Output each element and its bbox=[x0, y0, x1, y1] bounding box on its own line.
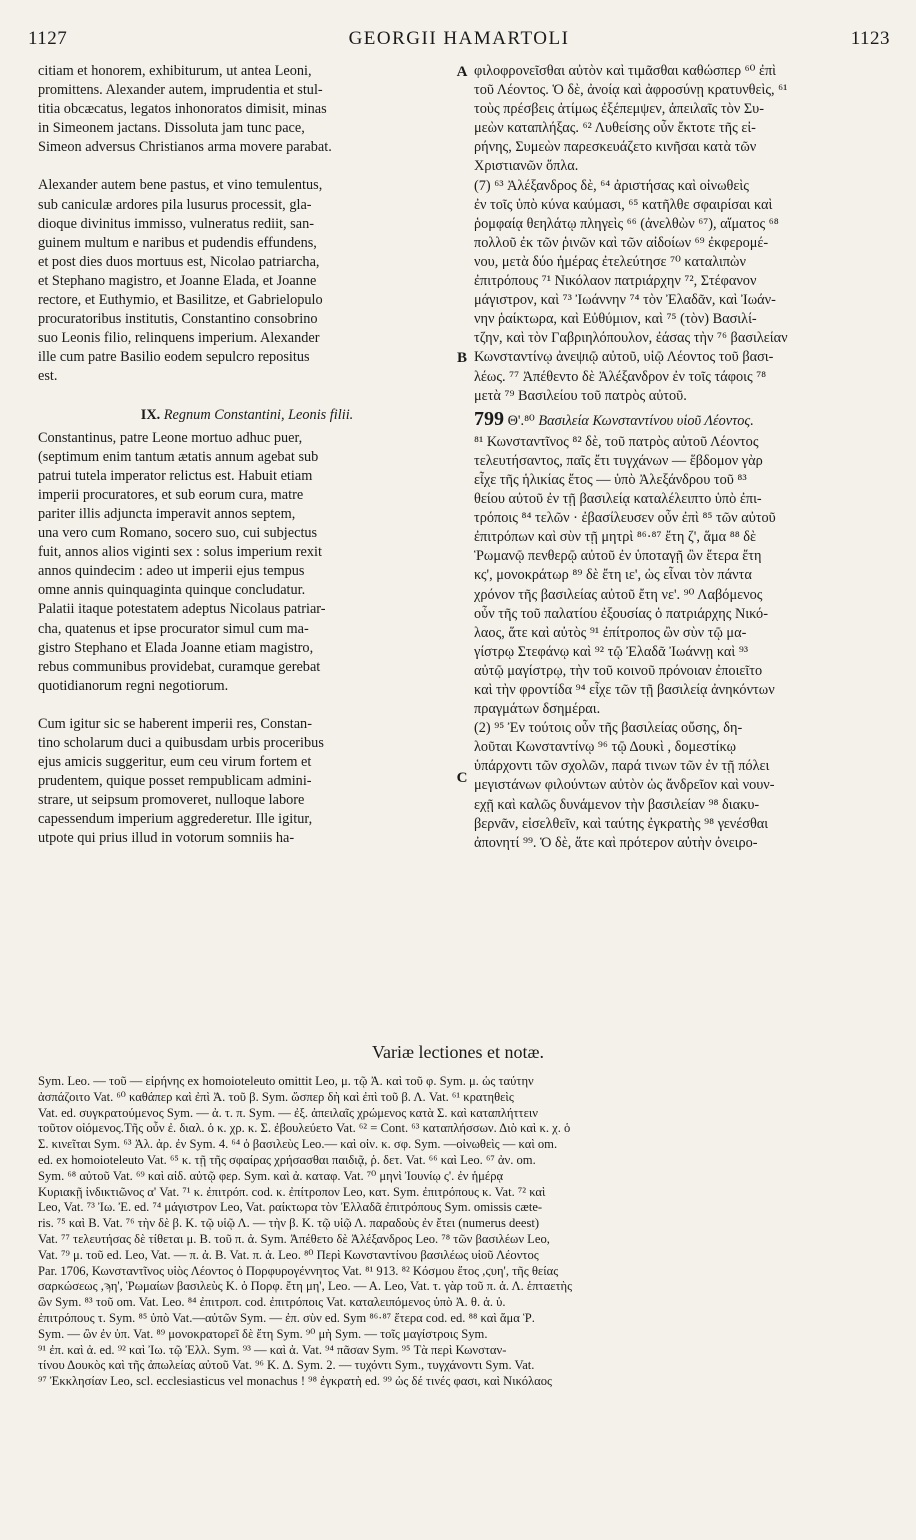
text-line: κς', μονοκράτωρ ⁸⁹ δὲ ἔτη ιε', ὡς εἶναι τὸν πάντα bbox=[474, 567, 752, 584]
text-line: ἐπιτρόπων καὶ σὺν τῇ μητρὶ ⁸⁶·⁸⁷ ἔτη ζ', ἅμα ⁸⁸ δὲ bbox=[474, 529, 757, 546]
note-line: Vat. ed. συγκρατούμενος Sym. — ἀ. τ. π. Sym. — ἐξ. ἀπειλαῖς χρώμενος κατὰ Σ. καὶ καταπλήττειν bbox=[38, 1105, 538, 1120]
text-line: utpote qui prius illud in votorum somniis ha- bbox=[38, 830, 295, 847]
greek-section-number: Θ'. bbox=[507, 412, 525, 429]
text-line: sub caniculæ ardores pila lusurus processit, gla- bbox=[38, 196, 312, 213]
greek-section-title: Βασιλεία Κωνσταντίνου υἱοῦ Λέοντος. bbox=[538, 412, 754, 429]
text-line: τοὺς πρέσβεις ἀτίμως ἐξέπεμψεν, ἀπειλαῖς τὸν Συ- bbox=[474, 101, 765, 118]
note-line: ⁹⁷ Ἐκκλησίαν Leo, scl. ecclesiasticus vel monachus ! ⁹⁸ ἐγκρατὴ ed. ⁹⁹ ὡς δέ τινές φασι, καὶ Νικόλαος bbox=[38, 1374, 553, 1389]
text-line: omne annis quinquaginta quinque concludatur. bbox=[38, 582, 306, 599]
text-line: χρόνον τῆς βασιλείας αὐτοῦ ἔτη νε'. ⁹⁰ Λαβόμενος bbox=[474, 586, 763, 603]
latin-paragraph-4 bbox=[38, 715, 456, 849]
text-line: (2) ⁹⁵ Ἐν τούτοις οὖν τῆς βασιλείας οὔσης, δη- bbox=[474, 720, 743, 737]
text-line: ἐν τοῖς ὑπὸ κύνα καύμασι, ⁶⁵ κατῆλθε σφαιρίσαι καὶ bbox=[474, 196, 773, 213]
text-line: λοῦται Κωνσταντίνῳ ⁹⁶ τῷ Δουκὶ , δομεστίκῳ bbox=[474, 739, 737, 756]
note-line: Σ. κινεῖται Sym. ⁶³ Ἀλ. ἀρ. ἐν Sym. 4. ⁶⁴ ὁ βασιλεὺς Leo.— καὶ οἰν. κ. σφ. Sym. —οἰνωθεὶς — καὶ om. bbox=[38, 1137, 558, 1152]
note-line: ris. ⁷⁵ καὶ B. Vat. ⁷⁶ τὴν δὲ β. K. τῷ υἱῷ Λ. — τὴν β. K. τῷ υἱῷ Λ. παραδοὺς ἐν ἔτει (numerus deest) bbox=[38, 1216, 540, 1231]
text-line: in Simeonem jactans. Dissoluta jam tunc pace, bbox=[38, 120, 305, 137]
running-title: GEORGII HAMARTOLI bbox=[348, 28, 570, 49]
text-line: τελευτήσαντος, παῖς ἔτι τυγχάνων — ἕβδομον γὰρ bbox=[474, 452, 763, 469]
text-line: ἐπιτρόπους ⁷¹ Νικόλαον πατριάρχην ⁷², Στέφανον bbox=[474, 273, 757, 290]
text-line: dioque divinitus immisso, vulneratus rediit, san- bbox=[38, 215, 314, 232]
text-line: λαος, ἅτε καὶ αὐτὸς ⁹¹ ἐπίτροπος ὢν σὺν τῷ μα- bbox=[474, 624, 747, 641]
note-line: τοῦτον οἰόμενος.Τῆς οὖν ἐ. διαλ. ὁ κ. χρ. κ. Σ. ἐβουλεύετο Vat. ⁶² = Cont. ⁶³ καταπλήσσων. Διὸ καὶ κ. χ. ὁ bbox=[38, 1121, 571, 1136]
text-line: pariter illis adjuncta imperavit annos septem, bbox=[38, 505, 296, 522]
text-line: λέως. ⁷⁷ Ἀπέθεντο δὲ Ἀλέξανδρον ἐν τοῖς τάφοις ⁷⁸ bbox=[474, 368, 767, 385]
text-line: gistro Stephano et Elada Joanne etiam magistro, bbox=[38, 639, 314, 656]
text-line: ρήνης, Συμεὼν παρεσκευάζετο κινῆσαι κατὰ τῶν bbox=[474, 139, 757, 156]
text-line: ille cum patre Basilio eodem sepulcro repositus bbox=[38, 349, 310, 366]
note-line: ⁹¹ ἐπ. καὶ ἀ. ed. ⁹² καὶ Ἰω. τῷ Ἐλλ. Sym. ⁹³ — καὶ ἀ. Vat. ⁹⁴ πᾶσαν Sym. ⁹⁵ Τὰ περὶ Κωνσταν- bbox=[38, 1342, 507, 1357]
text-line: νην ῥαίκτωρα, καὶ Εὐθύμιον, καὶ ⁷⁵ (τὸν) Βασιλί- bbox=[474, 311, 757, 328]
latin-paragraph-1 bbox=[38, 62, 456, 157]
text-line: cha, quatenus et ipse procurator simul cum ma- bbox=[38, 620, 309, 637]
text-line: guinem multum e naribus et pudendis effundens, bbox=[38, 234, 317, 251]
left-page-number: 1127 bbox=[28, 28, 68, 49]
text-line: prudentem, quique posset rempublicam admini- bbox=[38, 773, 312, 790]
text-line: θείου αὐτοῦ ἐν τῇ βασιλείᾳ καταλέλειπτο ὑπὸ ἐπι- bbox=[474, 491, 762, 508]
text-line: πολλοῦ ἐκ τῶν ῥινῶν καὶ τῶν αἰδοίων ⁶⁹ ἐκφερομέ- bbox=[474, 234, 769, 251]
text-line: ἀπονητί ⁹⁹. Ὁ δὲ, ἅτε καὶ πρότερον αὐτὴν ὀνειρο- bbox=[474, 834, 758, 851]
text-line: procuratoribus institutis, Constantino consobrino bbox=[38, 311, 318, 328]
text-line: γίστρῳ Στεφάνῳ καὶ ⁹² τῷ Ἐλαδᾶ Ἰωάννῃ καὶ ⁹³ bbox=[474, 643, 749, 660]
text-line: (7) ⁶³ Ἀλέξανδρος δὲ, ⁶⁴ ἀριστήσας καὶ οἰνωθεὶς bbox=[474, 177, 749, 194]
text-line: οὖν τῆς τοῦ παλατίου ἐξουσίας ὁ πατριάρχης Νικό- bbox=[474, 605, 768, 622]
latin-section-heading bbox=[38, 406, 456, 425]
text-line: εχῇ καὶ καλῶς δυνάμενον τὴν βασιλείαν ⁹⁸ διακυ- bbox=[474, 796, 760, 813]
text-line: rectore, et Euthymio, et Basilitze, et Gabrielopulo bbox=[38, 292, 323, 309]
notes-block bbox=[38, 1074, 896, 1390]
margin-marker-b: B bbox=[456, 350, 467, 366]
note-line: ἀσπάζοιτο Vat. ⁶⁰ καθάπερ καὶ ἐπὶ Ἀ. τοῦ β. Sym. ὥσπερ δὴ καὶ ἐπὶ τοῦ β. Λ. Vat. ⁶¹ κρατηθεὶς bbox=[38, 1089, 514, 1104]
text-line: est. bbox=[38, 368, 58, 385]
margin-marker-a: A bbox=[456, 64, 468, 80]
greek-paragraph-4 bbox=[474, 719, 892, 853]
greek-paragraph-3 bbox=[474, 433, 892, 719]
text-line: Ῥωμανῷ πενθερῷ αὐτοῦ ἐν ὑποταγῇ ὢν ἕτερα ἔτη bbox=[474, 548, 762, 565]
text-line: (septimum enim tantum ætatis annum agebat sub bbox=[38, 448, 319, 465]
note-line: τίνου Δουκὸς καὶ τῆς ἀπωλείας αὐτοῦ Vat. ⁹⁶ K. Δ. Sym. 2. — τυχόντι Sym., τυγχάνοντι Sym. Vat. bbox=[38, 1358, 535, 1373]
text-line: fuit, annos alios viginti sex : solus imperium rexit bbox=[38, 544, 322, 561]
text-line: Alexander autem bene pastus, et vino temulentus, bbox=[38, 177, 323, 194]
column-number: 799 bbox=[474, 407, 504, 430]
text-line: quotidianorum regni negotiorum. bbox=[38, 677, 229, 694]
text-line: τοῦ Λέοντος. Ὁ δὲ, ἀνοίᾳ καὶ ἀφροσύνῃ κρατυνθεὶς, ⁶¹ bbox=[474, 82, 788, 99]
text-line: et Stephano magistro, et Joanne Elada, et Joanne bbox=[38, 272, 317, 289]
text-line: Simeon adversus Christianos arma movere parabat. bbox=[38, 139, 332, 156]
text-line: εἶχε τῆς ἡλικίας ἔτος — ὑπὸ Ἀλεξάνδρου τοῦ ⁸³ bbox=[474, 471, 747, 488]
note-line: ed. ex homoioteleuto Vat. ⁶⁵ κ. τῇ τῆς σφαίρας χρήσασθαι παιδιᾷ, ῥ. δετ. Vat. ⁶⁶ καὶ Leo. ⁶⁷ ἀν. om. bbox=[38, 1152, 536, 1167]
note-line: Par. 1706, Κωνσταντῖνος υἱὸς Λέοντος ὁ Πορφυρογέννητος Vat. ⁸¹ 913. ⁸² Κόσμου ἔτος ,ϛυη', τῆς θείας bbox=[38, 1263, 559, 1278]
text-line: patrui tutela imperator relictus est. Habuit etiam bbox=[38, 467, 313, 484]
greek-paragraph-1 bbox=[474, 62, 892, 177]
text-line: strare, ut seipsum promoveret, nulloque labore bbox=[38, 792, 305, 809]
margin-marker-c: C bbox=[456, 770, 468, 786]
text-line: imperii procuratores, et sub eorum cura, matre bbox=[38, 486, 304, 503]
notes-title: Variæ lectiones et notæ. bbox=[372, 1042, 544, 1062]
text-line: ὑπάρχοντι τῶν σχολῶν, παρά τινων τῶν ἐν τῇ πόλει bbox=[474, 758, 770, 775]
text-line: μετὰ ⁷⁹ Βασιλείου τοῦ πατρὸς αὐτοῦ. bbox=[474, 387, 687, 404]
latin-paragraph-3 bbox=[38, 429, 456, 696]
text-line: τρόποις ⁸⁴ τελῶν · ἐβασίλευσεν οὖν ἐπὶ ⁸⁵ τῶν αὐτοῦ bbox=[474, 510, 776, 527]
text-line: rebus communibus providebat, curamque gerebat bbox=[38, 658, 321, 675]
text-line: ejus amicis suggeritur, eum ceu virum fortem et bbox=[38, 754, 312, 771]
text-line: annos quindecim : adeo ut imperii ejus tempus bbox=[38, 563, 305, 580]
text-line: μεὼν καταπλήξας. ⁶² Λυθείσης οὖν ἔκτοτε τῆς εἰ- bbox=[474, 120, 756, 137]
note-line: ὢν Sym. ⁸³ τοῦ om. Vat. Leo. ⁸⁴ ἐπιτροπ. cod. ἐπιτρόποις Vat. καταλειπόμενος ὑπὸ Ἀ. θ. ἀ. ὑ. bbox=[38, 1295, 506, 1310]
text-line: τζην, καὶ τὸν Γαβριηλόπουλον, ἐάσας τὴν ⁷⁶ βασιλείαν bbox=[474, 330, 788, 347]
note-line: Leo, Vat. ⁷³ Ἰω. Ἐ. ed. ⁷⁴ μάγιστρον Leo, Vat. ραίκτωρα τὸν Ἐλλαδᾶ ἐπιτρόπους Sym. omissis cæte- bbox=[38, 1200, 543, 1215]
text-line: Cum igitur sic se haberent imperii res, Constan- bbox=[38, 715, 312, 732]
text-line: titia obcæcatus, legatos inhonoratos dimisit, minas bbox=[38, 101, 327, 118]
text-line: μεγιστάνων φιλούντων αὐτὸν ὡς ἄνδρεῖον καὶ νουν- bbox=[474, 777, 775, 794]
latin-section-number: IX. bbox=[140, 406, 161, 423]
note-line: Vat. ⁷⁷ τελευτήσας δὲ τίθεται μ. B. τοῦ π. ἀ. Sym. Ἀπέθετο δὲ Ἀλέξανδρος Leo. ⁷⁸ τῶν βασιλέων Leo, bbox=[38, 1231, 550, 1246]
text-line: πραγμάτων δσημέραι. bbox=[474, 701, 601, 718]
text-line: Palatii itaque potestatem adeptus Nicolaus patriar- bbox=[38, 601, 326, 618]
note-line: ἐπιτρόπους τ. Sym. ⁸⁵ ὑπὸ Vat.—αὐτῶν Sym. — ἐπ. σὺν ed. Sym ⁸⁶·⁸⁷ ἕτερα cod. ed. ⁸⁸ καὶ ἅμα Ῥ. bbox=[38, 1310, 535, 1325]
note-line: Sym. ⁶⁸ αὐτοῦ Vat. ⁶⁹ καὶ αἰδ. αὐτῷ φερ. Sym. καὶ ἀ. καταφ. Vat. ⁷⁰ μηνὶ Ἰουνίῳ ς'. ἐν ἡμέρᾳ bbox=[38, 1168, 504, 1183]
text-line: ῥομφαίᾳ θεηλάτῳ πληγεὶς ⁶⁶ (ἀνελθὼν ⁶⁷), αἵματος ⁶⁸ bbox=[474, 215, 779, 232]
text-line: Constantinus, patre Leone mortuo adhuc puer, bbox=[38, 429, 303, 446]
text-line: una vero cum Romano, socero suo, cui subjectus bbox=[38, 525, 318, 542]
text-line: Χριστιανῶν ὅπλα. bbox=[474, 158, 579, 175]
text-line: citiam et honorem, exhibiturum, ut antea Leoni, bbox=[38, 63, 312, 79]
note-line: Κυριακῇ ἰνδικτιῶνος α' Vat. ⁷¹ κ. ἐπιτρόπ. cod. κ. ἐπίτροπον Leo, κατ. Sym. ἐπιτρόπους κ. Vat. ⁷² καὶ bbox=[38, 1184, 546, 1199]
text-line: promittens. Alexander autem, imprudentia et stul- bbox=[38, 82, 323, 99]
greek-section-heading bbox=[474, 407, 892, 431]
greek-section-note: ⁸⁰ bbox=[524, 412, 535, 429]
text-line: capessendum imperium aggrederetur. Ille igitur, bbox=[38, 811, 313, 828]
text-line: βερνᾶν, εἰσελθεῖν, καὶ ταύτης ἐγκρατὴς ⁹⁸ γενέσθαι bbox=[474, 815, 769, 832]
text-line: ⁸¹ Κωνσταντῖνος ⁸² δὲ, τοῦ πατρὸς αὐτοῦ Λέοντος bbox=[474, 433, 759, 450]
text-line: suo Leonis filio, relinquens imperium. Alexander bbox=[38, 330, 320, 347]
text-line: Κωνσταντίνῳ ἀνεψιῷ αὐτοῦ, υἱῷ Λέοντος τοῦ βασι- bbox=[474, 349, 774, 366]
text-line: καὶ τὴν φροντίδα ⁹⁴ εἶχε τῶν τῇ βασιλείᾳ ἀνηκόντων bbox=[474, 682, 775, 698]
note-line: Sym. — ὢν ἐν ὑπ. Vat. ⁸⁹ μονοκρατορεῖ δὲ ἔτη Sym. ⁹⁰ μὴ Sym. — τοῖς μαγίστροις Sym. bbox=[38, 1326, 488, 1341]
greek-column bbox=[474, 62, 892, 853]
latin-section-title: Regnum Constantini, Leonis filii. bbox=[163, 406, 354, 423]
note-line: σαρκώσεως ,ϡη', Ῥωμαίων βασιλεὺς K. ὁ Πορφ. ἔτη μη', Leo. — A. Leo, Vat. τ. γὰρ τοῦ π. ἀ. Λ. ἑπταετὴς bbox=[38, 1279, 573, 1294]
latin-paragraph-2 bbox=[38, 176, 456, 386]
text-line: αὐτῷ μαγίστρῳ, τὴν τοῦ κοινοῦ πρόνοιαν ἐποιεῖτο bbox=[474, 662, 763, 679]
greek-paragraph-2 bbox=[474, 177, 892, 406]
note-line: Vat. ⁷⁹ μ. τοῦ ed. Leo, Vat. — π. ἀ. B. Vat. π. ἀ. Leo. ⁸⁰ Περὶ Κωνσταντίνου βασιλέως υἱοῦ Λέοντος bbox=[38, 1247, 539, 1262]
text-line: tino scholarum duci a quibusdam urbis proceribus bbox=[38, 735, 324, 751]
text-line: μάγιστρον, καὶ ⁷³ Ἰωάννην ⁷⁴ τὸν Ἐλαδᾶν, καὶ Ἰωάν- bbox=[474, 292, 776, 309]
note-line: Sym. Leo. — τοῦ — εἰρήνης ex homoioteleuto omittit Leo, μ. τῷ Ἀ. καὶ τοῦ φ. Sym. μ. ὡς ταύτην bbox=[38, 1074, 534, 1088]
latin-column bbox=[38, 62, 456, 849]
text-line: et post dies duos mortuus est, Nicolao patriarcha, bbox=[38, 253, 320, 270]
page-header bbox=[28, 28, 890, 54]
right-page-number: 1123 bbox=[850, 28, 890, 49]
text-line: φιλοφρονεῖσθαι αὐτὸν καὶ τιμᾶσθαι καθώσπερ ⁶⁰ ἐπὶ bbox=[474, 63, 777, 79]
text-line: νου, μετὰ δύο ἡμέρας ἐτελεύτησε ⁷⁰ καταλιπὼν bbox=[474, 253, 746, 270]
